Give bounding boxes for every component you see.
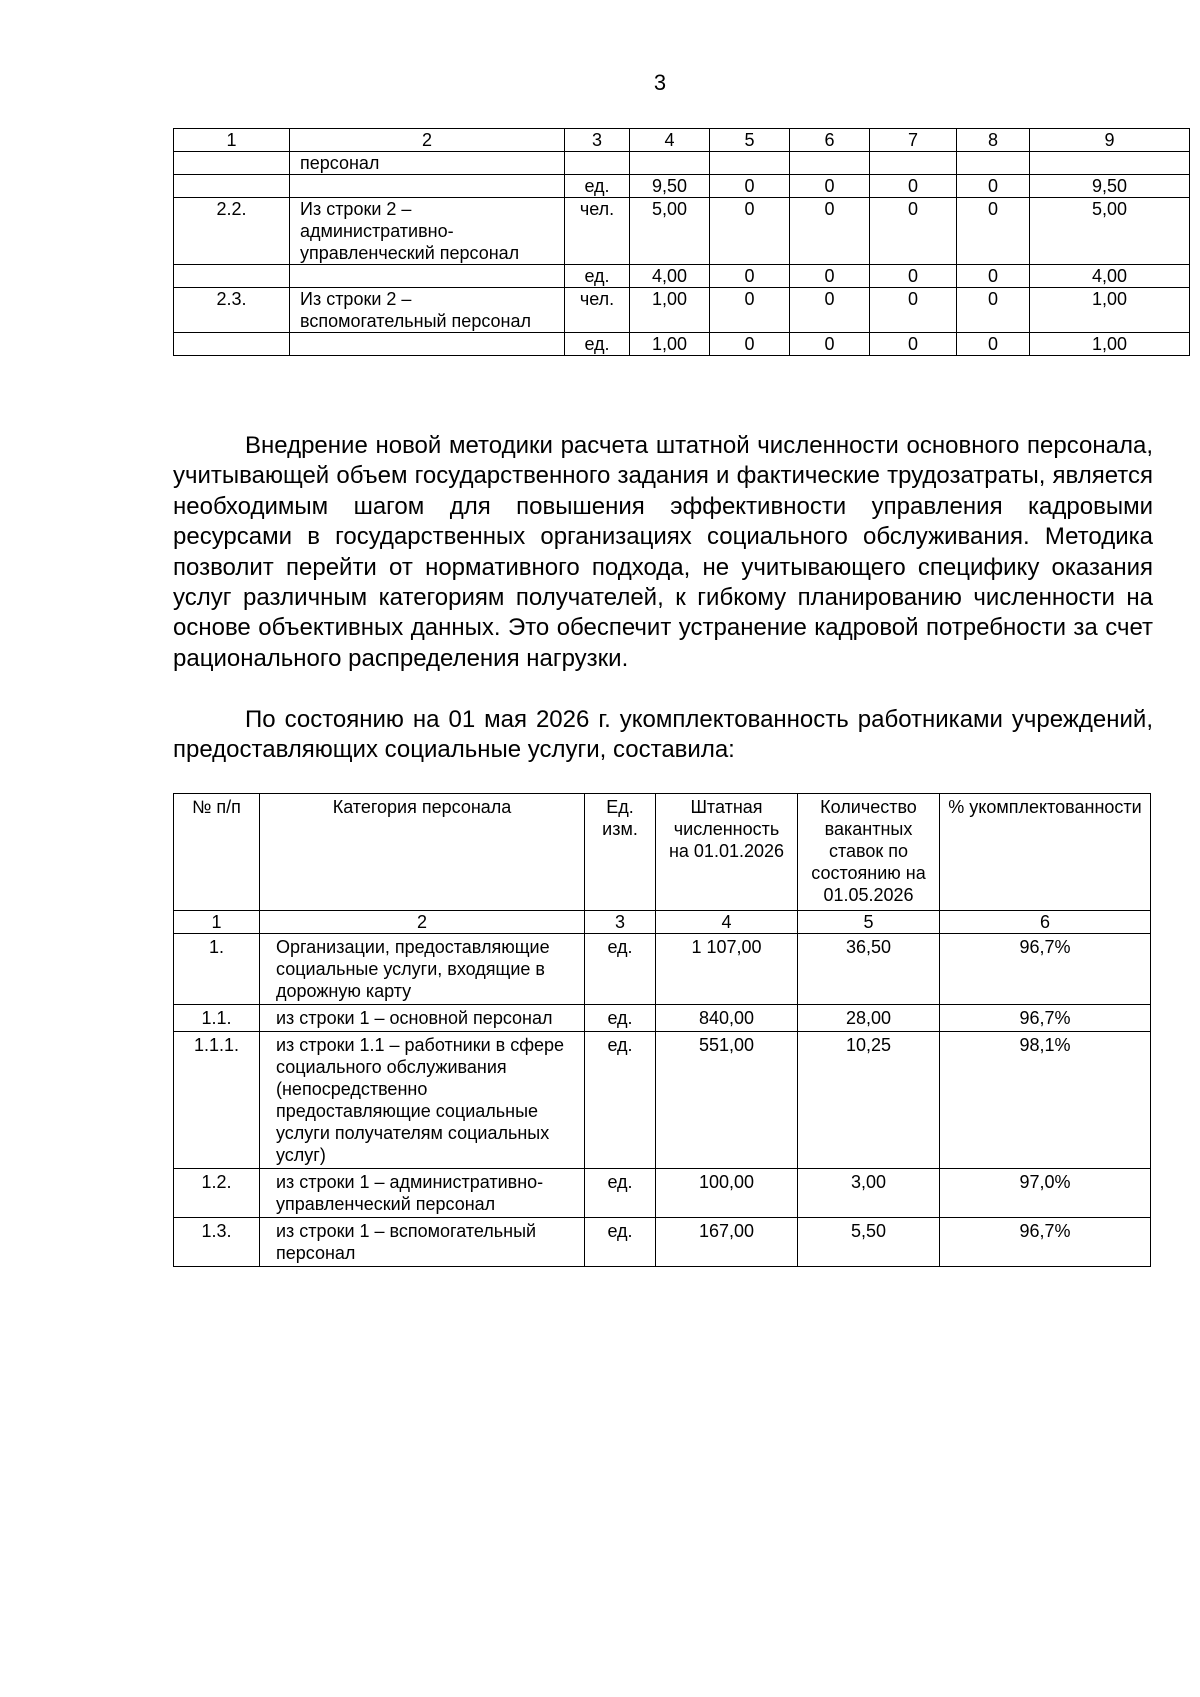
table-cell: 1.1. [174, 1005, 260, 1032]
column-number: 2 [260, 911, 585, 934]
table-cell [630, 152, 710, 175]
table-row [174, 152, 1190, 175]
table-cell: 0 [870, 175, 957, 198]
column-number: 1 [174, 911, 260, 934]
table-cell: из строки 1.1 – работники в сфере социального обслуживания (непосредственно предоставляющие социальные услуги получателям социальных услуг) [260, 1032, 585, 1169]
table-cell: 0 [957, 198, 1030, 265]
column-number-row [174, 911, 1151, 934]
header-cell: 1 [174, 129, 290, 152]
table-cell [790, 152, 870, 175]
table-cell: ед. [565, 175, 630, 198]
table-row [174, 1005, 1151, 1032]
header-cell: % укомплектованности [940, 794, 1151, 911]
table-cell: 4,00 [1030, 265, 1190, 288]
table-cell [174, 175, 290, 198]
paragraph-text: По состоянию на 01 мая 2026 г. укомплектованность работниками учреждений, предоставляющих социальные услуги, составила: [173, 706, 1153, 764]
table-cell: 0 [957, 333, 1030, 356]
table-cell [710, 152, 790, 175]
table-cell: 0 [870, 288, 957, 333]
table-cell: 840,00 [656, 1005, 798, 1032]
table-cell [870, 152, 957, 175]
table-row [174, 1169, 1151, 1218]
table-cell: 9,50 [1030, 175, 1190, 198]
table-cell: 5,50 [798, 1218, 940, 1267]
header-cell: 8 [957, 129, 1030, 152]
table-cell [1030, 152, 1190, 175]
table-cell: 0 [710, 333, 790, 356]
staffing-table-continued [173, 128, 1190, 356]
column-number: 5 [798, 911, 940, 934]
header-cell: 9 [1030, 129, 1190, 152]
table-cell: 97,0% [940, 1169, 1151, 1218]
table-cell: 1,00 [1030, 333, 1190, 356]
column-number: 6 [940, 911, 1151, 934]
table-cell: 167,00 [656, 1218, 798, 1267]
staffing-level-table [173, 793, 1151, 1267]
table-cell: Из строки 2 – вспомогательный персонал [290, 288, 565, 333]
table-cell: ед. [585, 1218, 656, 1267]
table-cell: 0 [957, 288, 1030, 333]
header-cell: 2 [290, 129, 565, 152]
table-cell: 0 [790, 288, 870, 333]
table-cell: 9,50 [630, 175, 710, 198]
table-cell: 1,00 [630, 288, 710, 333]
table-cell: чел. [565, 198, 630, 265]
table-cell: ед. [565, 265, 630, 288]
table-row [174, 333, 1190, 356]
table-cell [174, 333, 290, 356]
table-cell: 551,00 [656, 1032, 798, 1169]
page-number: 3 [653, 70, 667, 95]
table-cell: ед. [585, 934, 656, 1005]
table-cell: 0 [710, 198, 790, 265]
header-cell: Ед. изм. [585, 794, 656, 911]
table-cell: 0 [790, 333, 870, 356]
table-row [174, 198, 1190, 265]
header-cell: 3 [565, 129, 630, 152]
table-cell: 1.3. [174, 1218, 260, 1267]
table-cell: 10,25 [798, 1032, 940, 1169]
header-cell: Штатная численность на 01.01.2026 [656, 794, 798, 911]
table-cell: 4,00 [630, 265, 710, 288]
table-cell: ед. [585, 1169, 656, 1218]
table-cell: 0 [870, 333, 957, 356]
table-cell [565, 152, 630, 175]
header-cell: 6 [790, 129, 870, 152]
table-cell [290, 265, 565, 288]
table-cell: 0 [790, 265, 870, 288]
table-row [174, 934, 1151, 1005]
table-cell: Организации, предоставляющие социальные услуги, входящие в дорожную карту [260, 934, 585, 1005]
table-cell: 5,00 [1030, 198, 1190, 265]
table-cell: 2.3. [174, 288, 290, 333]
table-cell: 5,00 [630, 198, 710, 265]
column-number: 3 [585, 911, 656, 934]
table-row [174, 1218, 1151, 1267]
table-cell: 96,7% [940, 1218, 1151, 1267]
table-cell [290, 175, 565, 198]
table-row [174, 1032, 1151, 1169]
table-cell: 3,00 [798, 1169, 940, 1218]
table-cell: ед. [565, 333, 630, 356]
body-paragraph [173, 705, 1153, 766]
table-cell [290, 333, 565, 356]
table-cell: 100,00 [656, 1169, 798, 1218]
table-cell: 96,7% [940, 1005, 1151, 1032]
table-cell: 1.1.1. [174, 1032, 260, 1169]
table-cell: из строки 1 – административно-управленческий персонал [260, 1169, 585, 1218]
table-cell: 0 [710, 175, 790, 198]
table-cell: 1,00 [1030, 288, 1190, 333]
table-cell [174, 152, 290, 175]
table-cell [957, 152, 1030, 175]
table-cell: Из строки 2 – административно-управленческий персонал [290, 198, 565, 265]
column-number: 4 [656, 911, 798, 934]
table-cell [174, 265, 290, 288]
table-row [174, 265, 1190, 288]
header-cell: Количество вакантных ставок по состоянию на 01.05.2026 [798, 794, 940, 911]
table-cell: 1 107,00 [656, 934, 798, 1005]
table-cell: 1.2. [174, 1169, 260, 1218]
table-cell: 1. [174, 934, 260, 1005]
table-cell: 96,7% [940, 934, 1151, 1005]
header-cell: № п/п [174, 794, 260, 911]
table-cell: 0 [710, 265, 790, 288]
table-cell: 0 [870, 265, 957, 288]
table-cell: 0 [957, 265, 1030, 288]
table-cell: 28,00 [798, 1005, 940, 1032]
table-cell: 98,1% [940, 1032, 1151, 1169]
header-cell: 5 [710, 129, 790, 152]
table-cell: из строки 1 – основной персонал [260, 1005, 585, 1032]
table-row [174, 175, 1190, 198]
table-cell: чел. [565, 288, 630, 333]
table-cell: 0 [957, 175, 1030, 198]
table-header-row [174, 794, 1151, 911]
table-cell: из строки 1 – вспомогательный персонал [260, 1218, 585, 1267]
table-cell: ед. [585, 1005, 656, 1032]
header-cell: 4 [630, 129, 710, 152]
table-cell: 0 [870, 198, 957, 265]
table-cell: 0 [710, 288, 790, 333]
table-cell: 1,00 [630, 333, 710, 356]
body-paragraph [173, 431, 1153, 674]
table-header-row [174, 129, 1190, 152]
header-cell: 7 [870, 129, 957, 152]
table-row [174, 288, 1190, 333]
header-cell: Категория персонала [260, 794, 585, 911]
table-cell: 0 [790, 175, 870, 198]
table-cell: 36,50 [798, 934, 940, 1005]
table-cell: персонал [290, 152, 565, 175]
paragraph-text: Внедрение новой методики расчета штатной численности основного персонала, учитывающей объем государственного задания и фактические трудозатраты, является необходимым шагом для повышения эффективности управления кадровыми ресурсами в государственных организациях социального обслуживания. Методика позволит перейти от нормативного подхода, не учитывающего специфику оказания услуг различным категориям получателей, к гибкому планированию численности на основе объективных данных. Это обеспечит устранение кадровой потребности за счет рационального распределения нагрузки. [173, 432, 1153, 672]
table-cell: ед. [585, 1032, 656, 1169]
table-cell: 0 [790, 198, 870, 265]
table-cell: 2.2. [174, 198, 290, 265]
